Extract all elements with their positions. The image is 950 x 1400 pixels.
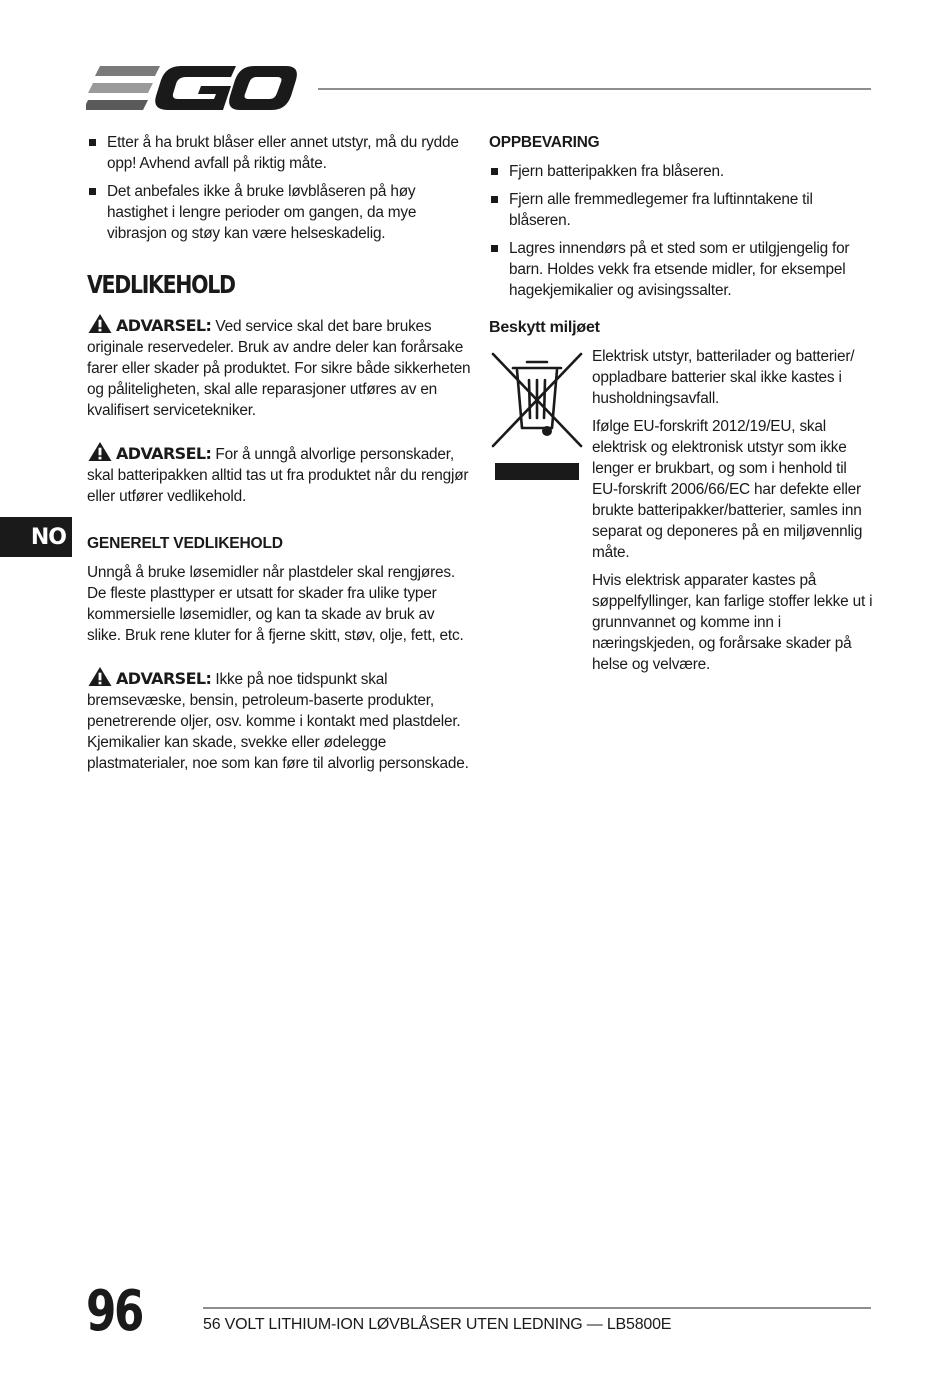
intro-bullet-list — [87, 132, 472, 244]
warning-label: ADVARSEL: — [116, 316, 212, 335]
right-column — [489, 132, 874, 682]
header-rule — [318, 88, 871, 90]
footer-rule — [203, 1307, 871, 1309]
environment-paragraph: Ifølge EU-forskrift 2012/19/EU, skal elektrisk og elektronisk utstyr som ikke lenger er brukbart, og som i henhold til EU-forskrift 2006/66/EC har defekte eller brukte batteripakker/batterier, samles inn separat og deponeres på en miljøvennlig måte. — [592, 418, 863, 561]
storage-title: OPPBEVARING — [489, 134, 600, 151]
environment-paragraph: Hvis elektrisk apparater kastes på søppelfyllinger, kan farlige stoffer lekke ut i grunnvannet og komme inn i næringskjeden, og forårsake skader på helse og velvære. — [592, 572, 873, 673]
warning-text: For å unngå alvorlige personskader, skal batteripakken alltid tas ut fra produktet når du rengjør eller utfører vedlikehold. — [87, 446, 469, 505]
warning-block — [87, 313, 472, 421]
general-maintenance-title: GENERELT VEDLIKEHOLD — [87, 535, 283, 552]
environment-block — [489, 346, 874, 675]
warning-text: Ikke på noe tidspunkt skal bremsevæske, bensin, petroleum-baserte produkter, penetrerende oljer, osv. komme i kontakt med plastdeler. Kjemikalier kan skade, svekke eller ødelegge plastmaterialer, noe som kan føre til alvorlig personskade. — [87, 671, 469, 772]
crossed-bin-icon — [489, 350, 585, 480]
storage-bullet-list — [489, 161, 874, 301]
warning-block — [87, 666, 472, 774]
warning-text: Ved service skal det bare brukes originale reservedeler. Bruk av andre deler kan forårsake farer eller skader på produktet. For sikre både sikkerheten og påliteligheten, skal alle reparasjoner utføres av en kvalifisert servicetekniker. — [87, 318, 471, 419]
warning-triangle-icon — [87, 313, 113, 334]
language-tab: NO — [0, 517, 72, 557]
warning-triangle-icon — [87, 441, 113, 462]
environment-paragraph: Elektrisk utstyr, batterilader og batterier/ oppladbare batterier skal ikke kastes i husholdningsavfall. — [592, 348, 855, 407]
list-item: Fjern batteripakken fra blåseren. — [489, 161, 874, 182]
left-column — [87, 132, 472, 794]
warning-block — [87, 441, 472, 507]
general-maintenance-text: Unngå å bruke løsemidler når plastdeler skal rengjøres. De fleste plasttyper er utsatt for skader fra ulike typer kommersielle løsemidler, og kan ta skade av bruk av slike. Bruk rene kluter for å fjerne skitt, støv, olje, fett, etc. — [87, 564, 464, 644]
list-item: Lagres innendørs på et sted som er utilgjengelig for barn. Holdes vekk fra etsende midler, for eksempel hagekjemikalier og avisingssalter. — [489, 238, 874, 301]
warning-label: ADVARSEL: — [116, 444, 212, 463]
page-number: 96 — [86, 1279, 143, 1344]
warning-triangle-icon — [87, 666, 113, 687]
environment-title: Beskytt miljøet — [489, 319, 600, 336]
list-item: Etter å ha brukt blåser eller annet utstyr, må du rydde opp! Avhend avfall på riktig måte. — [87, 132, 472, 174]
warning-label: ADVARSEL: — [116, 669, 212, 688]
list-item: Det anbefales ikke å bruke løvblåseren på høy hastighet i lengre perioder om gangen, da mye vibrasjon og støy kan være helseskadelig. — [87, 181, 472, 244]
list-item: Fjern alle fremmedlegemer fra luftinntakene til blåseren. — [489, 189, 874, 231]
footer-title: 56 VOLT LITHIUM-ION LØVBLÅSER UTEN LEDNING — LB5800E — [203, 1316, 672, 1333]
environment-text — [592, 346, 874, 675]
ego-logo — [86, 64, 298, 114]
section-title-vedlikehold: VEDLIKEHOLD — [87, 270, 235, 299]
